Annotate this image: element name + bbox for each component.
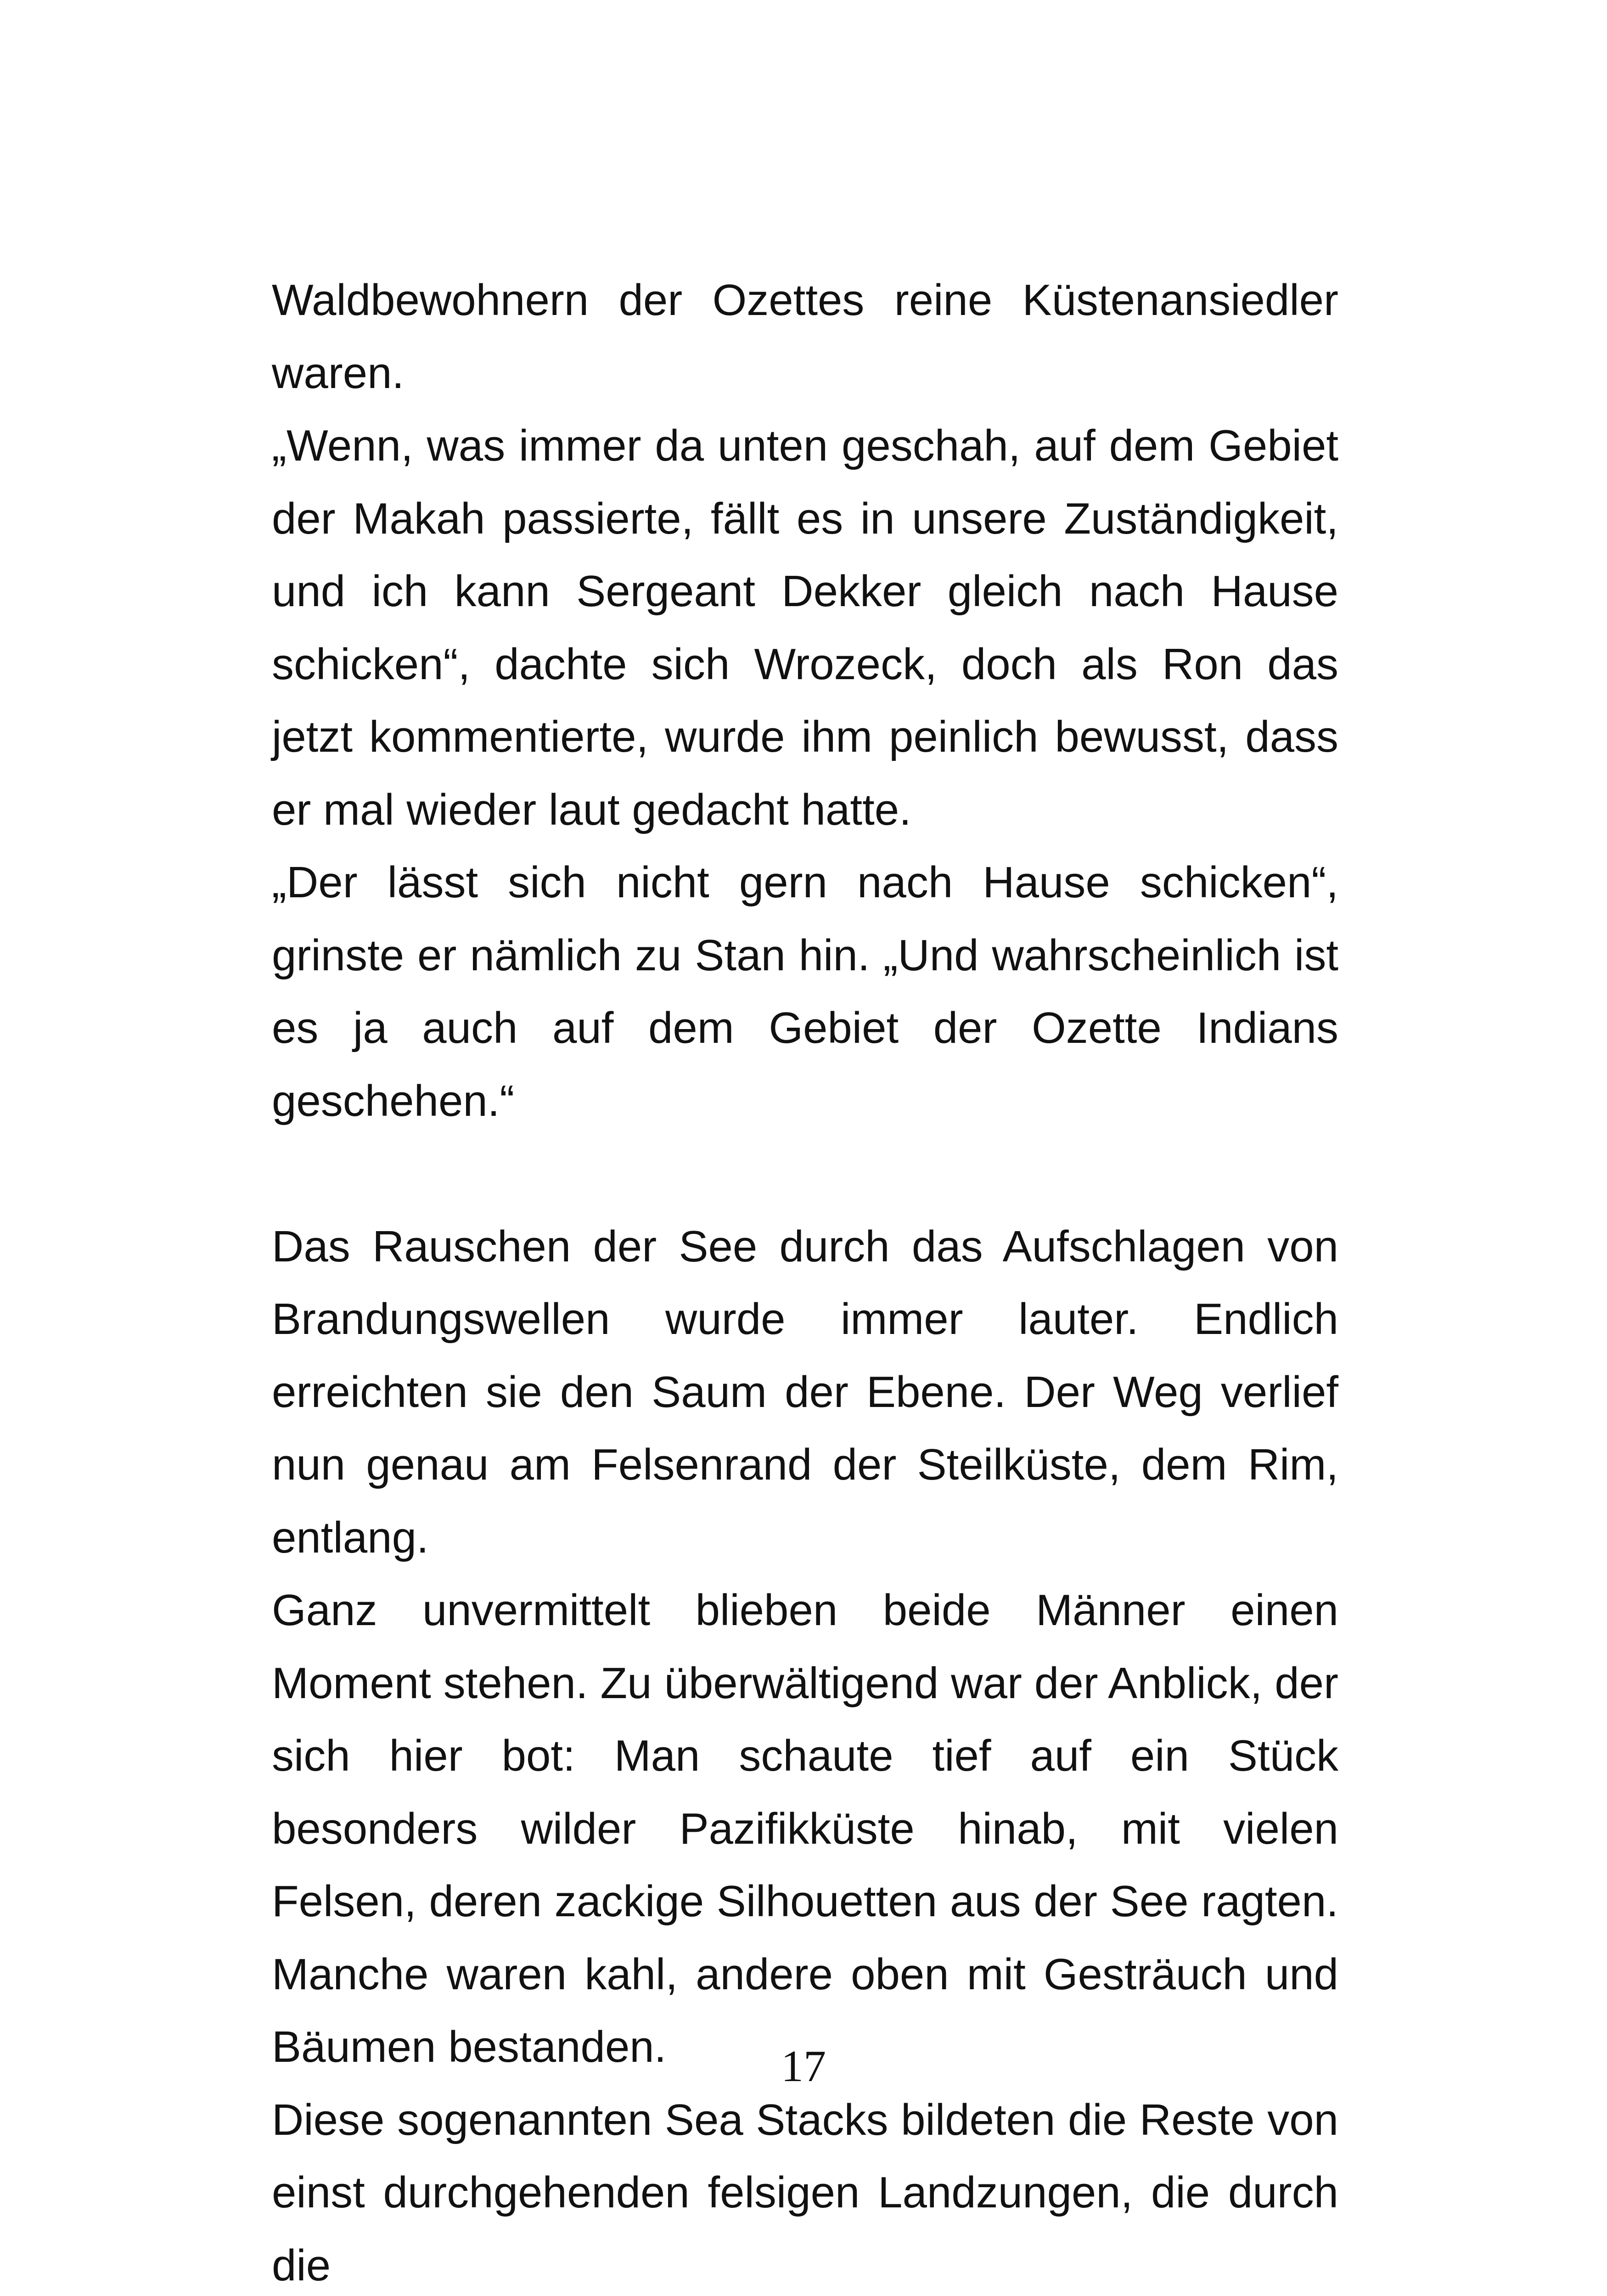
body-text [272, 264, 1338, 2296]
paragraph: Ganz unvermittelt blieben beide Männer einen Moment stehen. Zu überwältigend war der Anblick, der sich hier bot: Man schaute tief auf ein Stück besonders wilder Pazifikküste hinab, mit vielen Felsen, deren zackige Silhouetten aus der See ragten. Manche waren kahl, andere oben mit Gesträuch und Bäumen bestanden. [272, 1574, 1338, 2084]
paragraph: Das Rauschen der See durch das Aufschlagen von Brandungswellen wurde immer lauter. Endlich erreichten sie den Saum der Ebene. Der Weg verlief nun genau am Felsenrand der Steilküste, dem Rim, entlang. [272, 1210, 1338, 1575]
paragraph: Diese sogenannten Sea Stacks bildeten die Reste von einst durchgehenden felsigen Landzungen, die durch die [272, 2084, 1338, 2296]
page-number: 17 [0, 2039, 1607, 2094]
paragraph: „Wenn, was immer da unten geschah, auf dem Gebiet der Makah passierte, fällt es in unsere Zuständigkeit, und ich kann Sergeant Dekker gleich nach Hause schicken“, dachte sich Wrozeck, doch als Ron das jetzt kommentierte, wurde ihm peinlich bewusst, dass er mal wieder laut gedacht hatte. [272, 410, 1338, 846]
paragraph: „Der lässt sich nicht gern nach Hause schicken“, grinste er nämlich zu Stan hin. „Und wahrscheinlich ist es ja auch auf dem Gebiet der Ozette Indians geschehen.“ [272, 846, 1338, 1137]
paragraph: Waldbewohnern der Ozettes reine Küstenansiedler waren. [272, 264, 1338, 410]
